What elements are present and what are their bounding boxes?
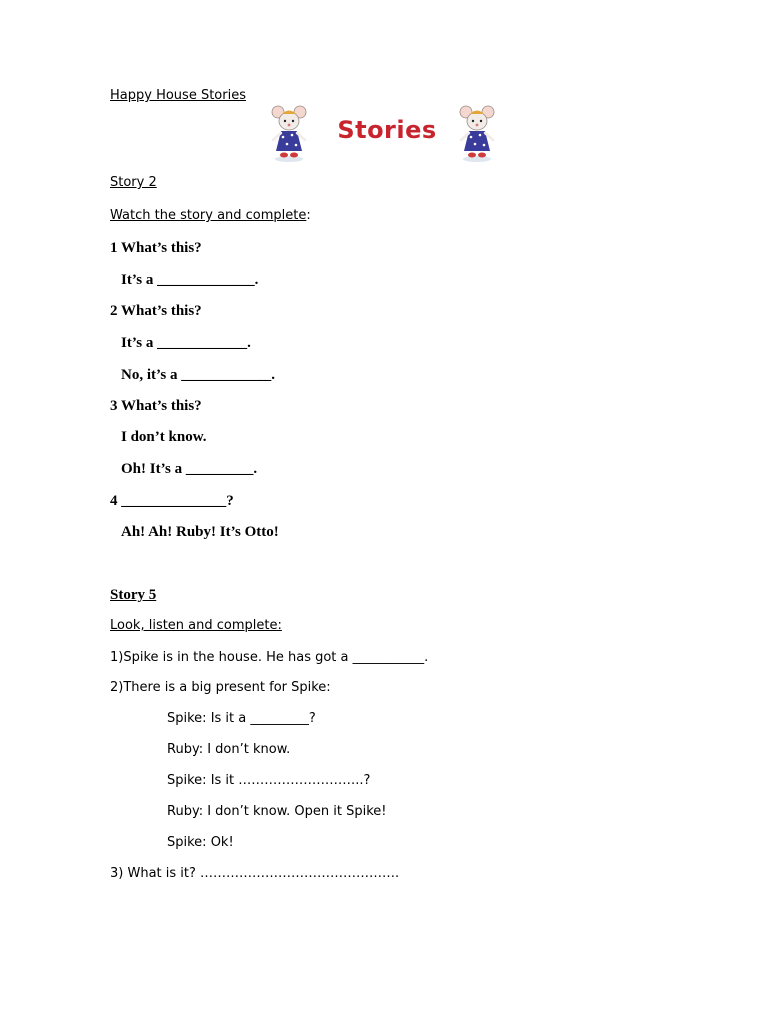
story2-question: 3 What’s this? [110,398,202,414]
story2-question: 2 What’s this? [110,303,202,319]
story5-item: 2)There is a big present for Spike: [110,680,331,695]
story5-dialogue-line: Spike: Ok! [167,835,234,850]
story2-question: 1 What’s this? [110,240,202,256]
story5-dialogue-line: Ruby: I don’t know. Open it Spike! [167,804,387,819]
mouse-character-icon [456,104,498,162]
story2-answer: Oh! It’s a _________. [121,461,258,477]
story2-answer: Ah! Ah! Ruby! It’s Otto! [121,524,279,540]
story5-heading: Story 5 [110,587,157,603]
story5-dialogue-line: Spike: Is it a _________? [167,711,316,726]
story2-instruction-colon: : [306,208,311,223]
story5-dialogue-line: Spike: Is it ………………………..? [167,773,371,788]
story2-answer: No, it’s a ____________. [121,367,276,383]
story2-answer: It’s a ____________. [121,335,251,351]
story5-item: 1)Spike is in the house. He has got a ___________. [110,650,429,665]
story2-answer: I don’t know. [121,429,207,445]
banner-title: Stories [337,116,437,144]
story5-instruction: Look, listen and complete: [110,618,282,633]
story2-instruction [110,208,311,223]
mouse-character-icon [268,104,310,162]
stories-banner [268,104,504,164]
story5-item: 3) What is it? ………………………………………. [110,866,400,881]
story2-question: 4 ______________? [110,493,234,509]
story2-answer: It’s a _____________. [121,272,259,288]
story2-instruction-text: Watch the story and complete [110,208,307,223]
story5-dialogue-line: Ruby: I don’t know. [167,742,291,757]
story2-heading: Story 2 [110,175,157,190]
document-title: Happy House Stories [110,88,246,103]
